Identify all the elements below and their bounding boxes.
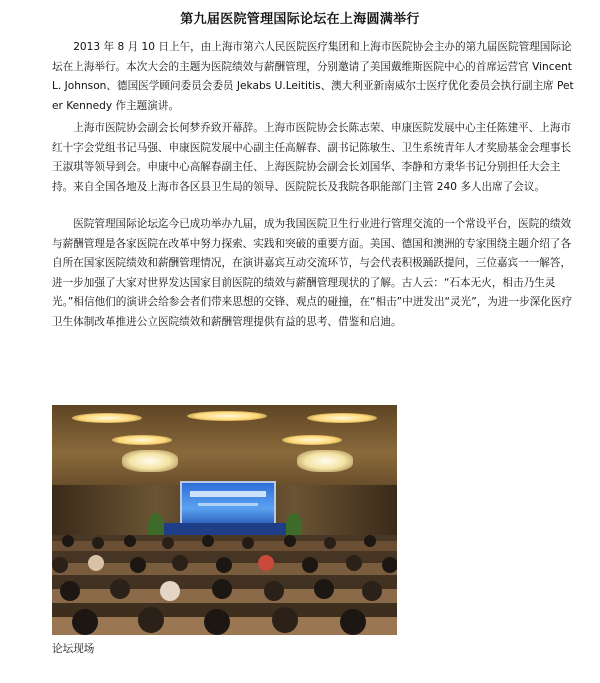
attendee — [162, 537, 174, 549]
chandelier — [122, 450, 178, 472]
ceiling-light — [112, 435, 172, 445]
screen-banner — [190, 491, 266, 497]
attendee — [202, 535, 214, 547]
ceiling-light — [72, 413, 142, 423]
ceiling-light — [282, 435, 342, 445]
attendee — [62, 535, 74, 547]
article-title: 第九届医院管理国际论坛在上海圆满举行 — [180, 12, 420, 27]
attendee — [130, 557, 146, 573]
attendee — [284, 535, 296, 547]
screen-subtitle — [198, 503, 258, 506]
attendee — [242, 537, 254, 549]
attendee — [346, 555, 362, 571]
attendee — [124, 535, 136, 547]
paragraph-intro: 2013 年 8 月 10 日上午，由上海市第六人民医院医疗集团和上海市医院协会主办的第九届医院管理国际论坛在上海举行。本次大会的主题为医院绩效与薪酬管理，分别邀请了美国戴维斯医院中心的首席运营官 Vincent L. Johnson、德国医学顾问委员会委员 Jekabs U.Leititis、澳大利亚新南威尔士医疗优化委员会执行副主席 Peter Kennedy 作主题演讲。 — [52, 41, 574, 112]
paragraph-summary: 医院管理国际论坛迄今已成功举办九届，成为我国医院卫生行业进行管理交流的一个常设平台，医院的绩效与薪酬管理是各家医院在改革中努力探索、实践和突破的重要方面。美国、德国和澳洲的专家围绕主题介绍了各自所在国家医院绩效和薪酬管理情况，在演讲嘉宾互动交流环节，与会代表积极踊跃提问，三位嘉宾一一解答，进一步加强了大家对世界发达国家目前医院的绩效与薪酬管理现状的了解。古人云：“石本无火，相击乃生灵光。”相信他们的演讲会给参会者们带来思想的交锋、观点的碰撞，在“相击”中迸发出“灵光”，为进一步深化医疗卫生体制改革推进公立医院绩效和薪酬管理提供有益的思考、借鉴和启迪。 — [52, 218, 573, 328]
attendee — [60, 581, 80, 601]
attendee — [172, 555, 188, 571]
attendee — [258, 555, 274, 571]
attendee — [364, 535, 376, 547]
forum-photo — [52, 405, 397, 635]
projection-screen — [180, 481, 276, 527]
attendee — [314, 579, 334, 599]
attendee — [382, 557, 397, 573]
paragraph-attendees: 上海市医院协会副会长何梦乔致开幕辞。上海市医院协会长陈志荣、申康医院发展中心主任陈建平、上海市红十字会党组书记马强、申康医院发展中心副主任高解春、副书记陈敏生、卫生系统青年人才奖励基金会理事长王淑琪等领导到会。申康中心高解春副主任、上海医院协会副会长刘国华、李静和方秉华书记分别担任大会主持。来自全国各地及上海市各区县卫生局的领导、医院院长及我院各职能部门主管 240 多人出席了会议。 — [52, 122, 572, 193]
attendee — [362, 581, 382, 601]
attendee — [324, 537, 336, 549]
chandelier — [297, 450, 353, 472]
ceiling-light — [307, 413, 377, 423]
attendee — [52, 557, 68, 573]
audience — [52, 535, 397, 635]
attendee — [302, 557, 318, 573]
attendee — [88, 555, 104, 571]
attendee — [138, 607, 164, 633]
attendee — [72, 609, 98, 635]
attendee — [160, 581, 180, 601]
stage — [152, 523, 297, 535]
attendee — [216, 557, 232, 573]
attendee — [204, 609, 230, 635]
ceiling-light — [187, 411, 267, 421]
attendee — [92, 537, 104, 549]
attendee — [272, 607, 298, 633]
attendee — [340, 609, 366, 635]
photo-caption: 论坛现场 — [52, 643, 95, 655]
attendee — [264, 581, 284, 601]
attendee — [110, 579, 130, 599]
attendee — [212, 579, 232, 599]
